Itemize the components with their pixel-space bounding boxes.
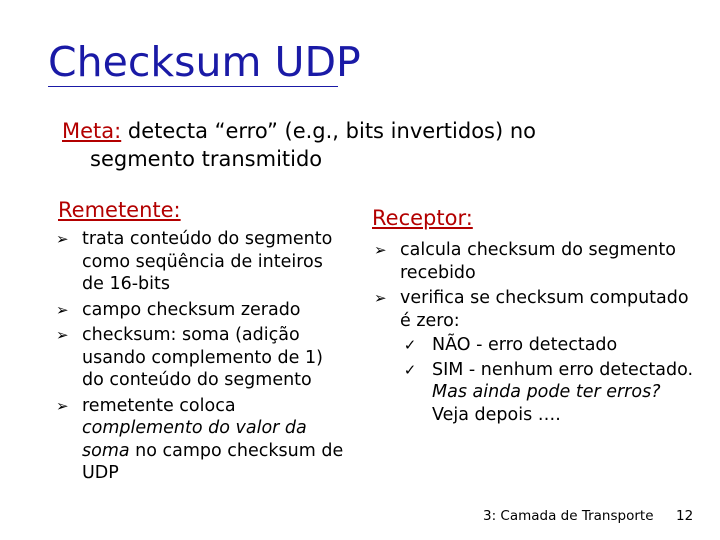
title-underline bbox=[48, 86, 338, 87]
list-item bbox=[56, 299, 346, 322]
arrow-bullet-icon: ➢ bbox=[56, 326, 69, 344]
check-text-pre: SIM - nenhum erro detectado. bbox=[432, 359, 694, 380]
sender-heading: Remetente: bbox=[58, 198, 181, 222]
arrow-bullet-icon: ➢ bbox=[56, 300, 69, 319]
list-item bbox=[400, 359, 694, 427]
bullet-text: trata conteúdo do segmento como seqüência de inteiros de 16-bits bbox=[82, 229, 333, 294]
check-text-post: Veja depois …. bbox=[432, 404, 561, 425]
footer-page-number: 12 bbox=[676, 508, 694, 524]
goal-statement bbox=[62, 117, 622, 173]
arrow-bullet-icon: ➢ bbox=[56, 230, 69, 248]
bullet-text-italic: complemento do valor da soma bbox=[82, 418, 307, 461]
goal-text-line1: detecta “erro” (e.g., bits invertidos) no bbox=[121, 119, 537, 143]
arrow-bullet-icon: ➢ bbox=[374, 241, 387, 259]
checkmark-icon: ✓ bbox=[403, 360, 417, 379]
bullet-text: checksum: soma (adição usando complemento de 1) do conteúdo do segmento bbox=[82, 325, 323, 390]
list-item bbox=[56, 324, 346, 392]
bullet-text-post: no campo checksum de UDP bbox=[82, 440, 344, 483]
list-item bbox=[400, 334, 694, 357]
list-item bbox=[56, 395, 346, 485]
receiver-bullet-list bbox=[374, 239, 694, 429]
bullet-text: verifica se checksum computado é zero: bbox=[400, 288, 689, 331]
check-list bbox=[400, 334, 694, 426]
arrow-bullet-icon: ➢ bbox=[374, 289, 387, 307]
bullet-text-pre: remetente coloca bbox=[82, 395, 236, 416]
check-text-italic: Mas ainda pode ter erros? bbox=[432, 382, 661, 402]
goal-label: Meta: bbox=[62, 119, 122, 143]
checkmark-icon: ✓ bbox=[403, 336, 417, 354]
receiver-heading: Receptor: bbox=[372, 206, 473, 230]
slide-title: Checksum UDP bbox=[48, 38, 361, 86]
footer-chapter: 3: Camada de Transporte bbox=[483, 508, 654, 524]
bullet-text: campo checksum zerado bbox=[82, 299, 301, 320]
list-item bbox=[374, 287, 694, 426]
sender-bullet-list bbox=[56, 228, 346, 488]
check-text: NÃO - erro detectado bbox=[432, 335, 618, 355]
bullet-text: calcula checksum do segmento recebido bbox=[400, 240, 676, 283]
goal-text-line2: segmento transmitido bbox=[90, 147, 323, 171]
list-item bbox=[374, 239, 694, 284]
arrow-bullet-icon: ➢ bbox=[56, 396, 69, 415]
list-item bbox=[56, 228, 346, 296]
